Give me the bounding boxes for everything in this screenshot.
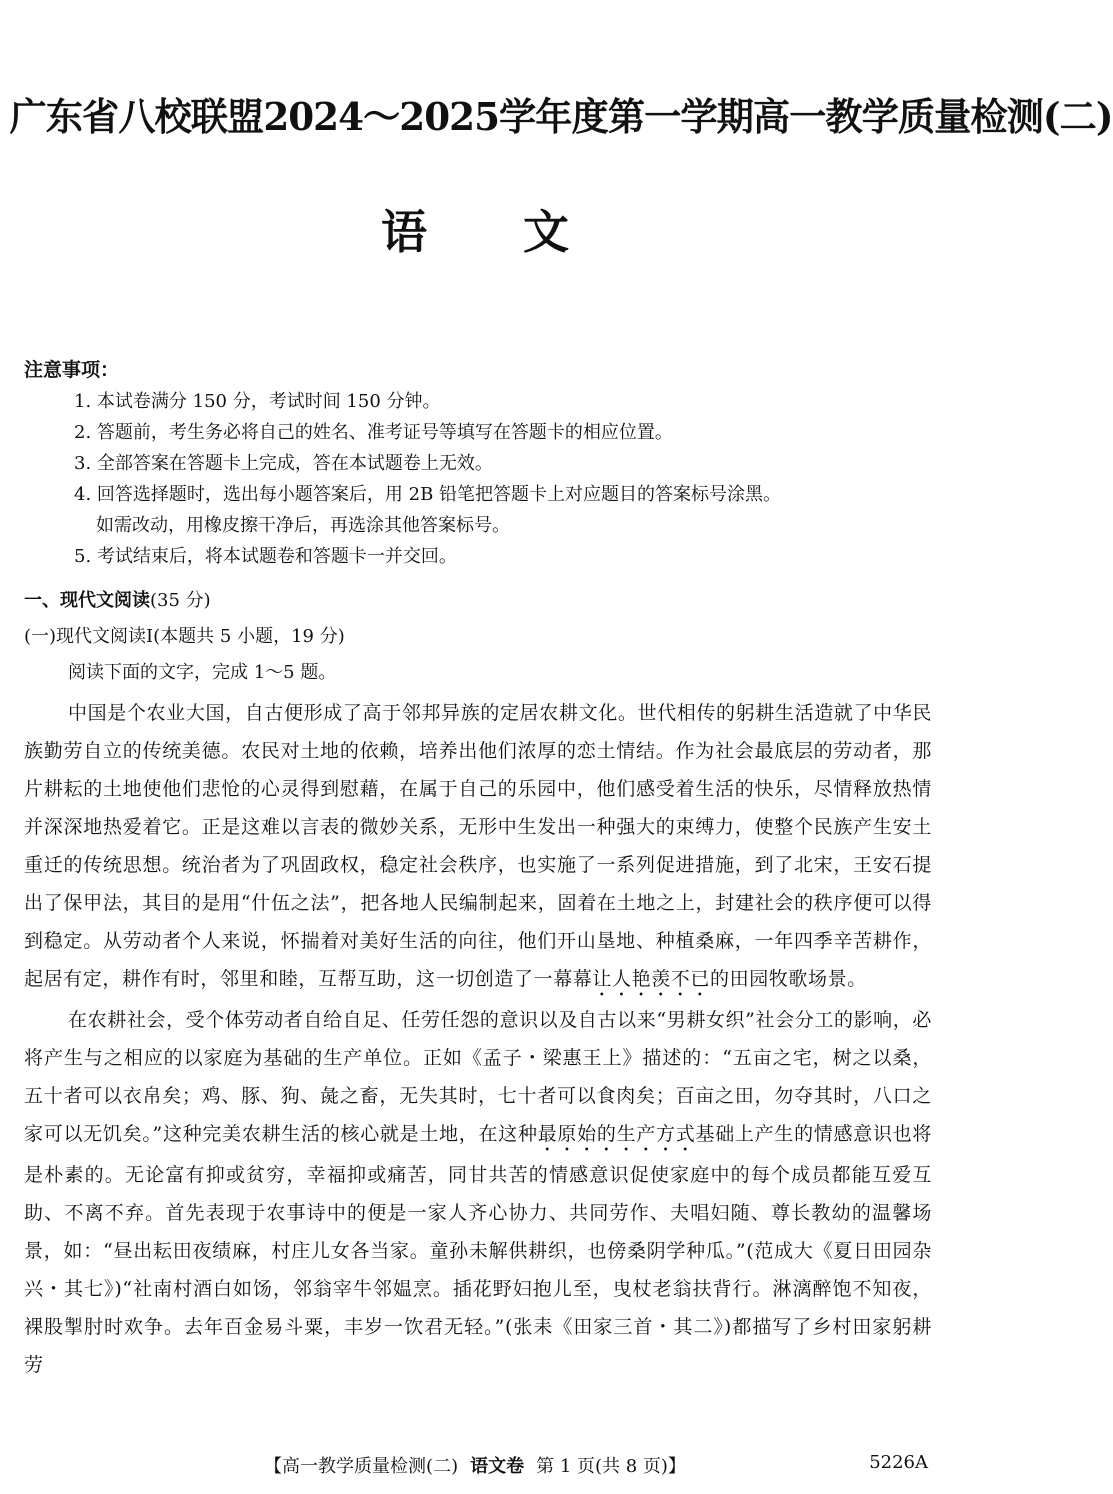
reading-instruction: 阅读下面的文字，完成 1～5 题。 — [68, 662, 337, 683]
notice-item-text: 4. 回答选择题时，选出每小题答案后，用 2B 铅笔把答题卡上对应题目的答案标号涂黑。 — [74, 484, 782, 505]
paragraph-text: 的田园牧歌场景。 — [710, 968, 867, 990]
reading-passage — [24, 694, 932, 1384]
footer-exam-name: 【高一教学质量检测(二) — [264, 1456, 459, 1477]
notice-heading: 注意事项： — [24, 359, 120, 381]
footer-page-number: 第 1 页(共 8 页)】 — [536, 1456, 686, 1477]
notice-item: 1. 本试卷满分 150 分，考试时间 150 分钟。 — [74, 391, 441, 412]
notice-list — [74, 386, 934, 572]
section-heading — [24, 586, 211, 612]
passage-paragraph — [24, 694, 932, 1001]
exam-title: 广东省八校联盟2024～2025学年度第一学期高一教学质量检测(二) — [9, 94, 1113, 139]
paragraph-text: 基础上产生的情感意识也将是朴素的。无论富有抑或贫穷，幸福抑或痛苦，同甘共苦的情感意识促使家庭中的每个成员都能互爱互助、不离不弃。首先表现于农事诗中的便是一家人齐心协力、共同劳作、夫唱妇随、尊长教幼的温馨场景，如：“昼出耘田夜绩麻，村庄儿女各当家。童孙未解供耕织，也傍桑阴学种瓜。”(范成大《夏日田园杂兴・其七》)“社南村酒白如饧，邻翁宰牛邻媪烹。插花野妇抱儿至，曳杖老翁扶背行。淋漓醉饱不知夜，裸股掣肘时欢争。去年百金易斗粟，丰岁一饮君无轻。”(张耒《田家三首・其二》)都描写了乡村田家躬耕劳 — [24, 1123, 932, 1376]
passage-paragraph — [24, 1001, 932, 1384]
subject-char-2: 文 — [523, 205, 569, 259]
notice-item-continuation: 如需改动，用橡皮擦干净后，再选涂其他答案标号。 — [96, 515, 510, 536]
paragraph-text: 在农耕社会，受个体劳动者自给自足、任劳任怨的意识以及自古以来“男耕女织”社会分工的影响，必将产生与之相应的以家庭为基础的生产单位。正如《孟子・梁惠王上》描述的：“五亩之宅，树之以桑，五十者可以衣帛矣；鸡、豚、狗、彘之畜，无失其时，七十者可以食肉矣；百亩之田，勿夺其时，八口之家可以无饥矣。”这种完美农耕生活的核心就是土地，在这种 — [24, 1009, 932, 1145]
subject-title — [0, 196, 950, 262]
paragraph-text: 中国是个农业大国，自古便形成了高于邻邦异族的定居农耕文化。世代相传的躬耕生活造就了中华民族勤劳自立的传统美德。农民对土地的依赖，培养出他们浓厚的恋土情结。作为社会最底层的劳动者，那片耕耘的土地使他们悲怆的心灵得到慰藉，在属于自己的乐园中，他们感受着生活的快乐，尽情释放热情并深深地热爱着它。正是这难以言表的微妙关系，无形中生发出一种强大的束缚力，使整个民族产生安土重迁的传统思想。统治者为了巩固政权，稳定社会秩序，也实施了一系列促进措施，到了北宋，王安石提出了保甲法，其目的是用“什伍之法”，把各地人民编制起来，固着在土地之上，封建社会的秩序便可以得到稳定。从劳动者个人来说，怀揣着对美好生活的向往，他们开山垦地、种植桑麻，一年四季辛苦耕作，起居有定，耕作有时，邻里和睦，互帮互助，这一切创造了一幕幕 — [24, 702, 932, 990]
notice-item: 5. 考试结束后，将本试题卷和答题卡一并交回。 — [74, 546, 457, 567]
notice-item: 2. 答题前，考生务必将自己的姓名、准考证号等填写在答题卡的相应位置。 — [74, 422, 673, 443]
paper-code: 5226A — [869, 1452, 928, 1473]
section-title: 一、现代文阅读 — [24, 590, 150, 611]
emphasized-text: 最原始的生产方式 — [537, 1123, 696, 1145]
footer-paper-name: 语文卷 — [470, 1456, 525, 1477]
subject-char-1: 语 — [381, 205, 427, 259]
section-points: (35 分) — [150, 590, 211, 611]
page-footer — [0, 1452, 950, 1478]
subsection-heading: (一)现代文阅读Ⅰ(本题共 5 小题，19 分) — [24, 626, 345, 647]
notice-item: 3. 全部答案在答题卡上完成，答在本试题卷上无效。 — [74, 453, 493, 474]
notice-item — [74, 479, 934, 541]
emphasized-text: 让人艳羡不已 — [592, 968, 711, 990]
